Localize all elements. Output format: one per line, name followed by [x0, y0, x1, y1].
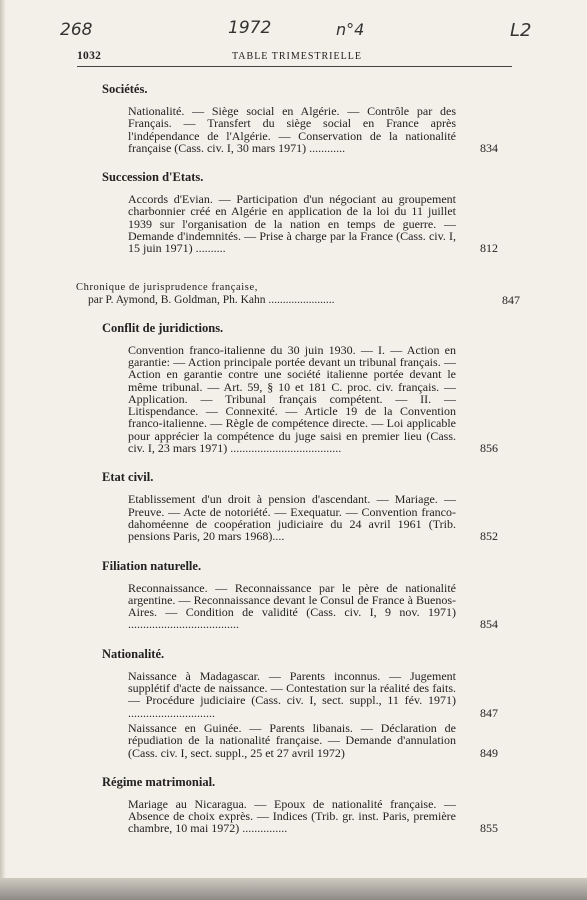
entry-text: Convention franco-italienne du 30 juin 1930. — I. — Action en garantie: — Action principale portée devant un tribunal français. — Action en garantie contre une société italienne portée devant le même tribunal. — Art. 59, § 10 et 181 C. proc. civ. français. — Application. — Tribunal français compétent. — II. — Litispendance. — Connexité. — Article 19 de la Convention franco-italienne. — Règle de compétence directe. — Loi applicable pour apprécier la compétence du juge saisi en premier lieu (Cass. civ. I, 23 mars 1971) .....................................: [128, 342, 456, 456]
chronique-page-ref: 847: [502, 292, 520, 307]
index-entry: [128, 342, 498, 456]
section-title: Etat civil.: [102, 470, 154, 485]
entry-page-ref: 847: [480, 705, 498, 720]
index-section: [76, 558, 498, 632]
scan-bottom-edge: [0, 878, 587, 900]
index-section: [76, 646, 498, 760]
index-entry: [128, 492, 498, 544]
header-rule: [77, 66, 512, 67]
index-entry: [128, 580, 498, 632]
index-section: [76, 170, 498, 256]
entry-text: Mariage au Nicaragua. — Epoux de nationalité française. — Absence de choix exprès. — Indices (Trib. gr. inst. Paris, première chambre, 10 mai 1972) ...............: [128, 796, 456, 836]
index-section: [76, 320, 498, 456]
section-title: Nationalité.: [102, 646, 165, 661]
index-entry: [128, 796, 498, 836]
entry-page-ref: 812: [480, 241, 498, 256]
section-title: Succession d'Etats.: [102, 170, 204, 185]
entry-page-ref: 855: [480, 821, 498, 836]
index-entry: [128, 192, 498, 256]
page-edge-shadow: [0, 0, 6, 900]
entry-page-ref: 834: [480, 140, 498, 155]
entry-text: Etablissement d'un droit à pension d'ascendant. — Mariage. — Preuve. — Acte de notoriété. — Exequatur. — Convention franco-dahoméenne de coopération judiciaire du 24 avril 1961 (Trib. pensions Paris, 20 mars 1968)....: [128, 492, 456, 544]
index-section: [76, 774, 498, 836]
handwritten-note-issue: n°4: [336, 20, 365, 39]
index-section: [76, 470, 498, 544]
entry-text: Nationalité. — Siège social en Algérie. — Contrôle par des Français. — Transfert du siège social en France après l'indépendance de l'Algérie. — Conservation de la nationalité française (Cass. civ. I, 30 mars 1971) ............: [128, 104, 456, 155]
entry-text: Naissance à Madagascar. — Parents inconnus. — Jugement supplétif d'acte de naissance. — Contestation sur la réalité des faits. — Procédure judiciaire (Cass. civ. I, sect. suppl., 11 fév. 1971) .............................: [128, 668, 456, 720]
entry-page-ref: 854: [480, 617, 498, 632]
chronique-title: Chronique de jurisprudence française,: [76, 281, 258, 293]
index-section: [76, 82, 498, 155]
section-title: Régime matrimonial.: [102, 774, 216, 789]
handwritten-note-top-right: L2: [510, 20, 532, 41]
section-title: Filiation naturelle.: [102, 558, 202, 573]
running-title: TABLE TRIMESTRIELLE: [232, 51, 362, 62]
entry-page-ref: 856: [480, 441, 498, 456]
index-content: [76, 82, 520, 851]
index-entry: [128, 668, 498, 720]
entry-text: Accords d'Evian. — Participation d'un négociant au groupement charbonnier créé en Algérie en application de la loi du 11 juillet 1939 sur l'organisation de la nation en temps de guerre. — Demande d'indemnités. — Prise à charge par la France (Cass. civ. I, 15 juin 1971) ..........: [128, 192, 456, 256]
entry-text: Reconnaissance. — Reconnaissance par le père de nationalité argentine. — Reconnaissance devant le Consul de France à Buenos-Aires. — Condition de validité (Cass. civ. I, 9 nov. 1971) .....................................: [128, 580, 456, 632]
section-title: Conflit de juridictions.: [102, 320, 224, 335]
section-title: Sociétés.: [102, 82, 148, 96]
page-number: 1032: [77, 50, 102, 62]
entry-text: Naissance en Guinée. — Parents libanais. — Déclaration de répudiation de la nationalité française. — Demande d'annulation (Cass. civ. I, sect. suppl., 25 et 27 avril 1972): [128, 720, 456, 760]
index-entry: [128, 720, 498, 760]
chronique-heading: [76, 281, 520, 307]
chronique-authors: par P. Aymond, B. Goldman, Ph. Kahn .......................: [88, 293, 335, 306]
index-entry: [128, 104, 498, 155]
handwritten-note-year: 1972: [228, 18, 272, 38]
handwritten-note-top-left: 268: [60, 20, 93, 40]
entry-page-ref: 852: [480, 529, 498, 544]
entry-page-ref: 849: [480, 745, 498, 760]
